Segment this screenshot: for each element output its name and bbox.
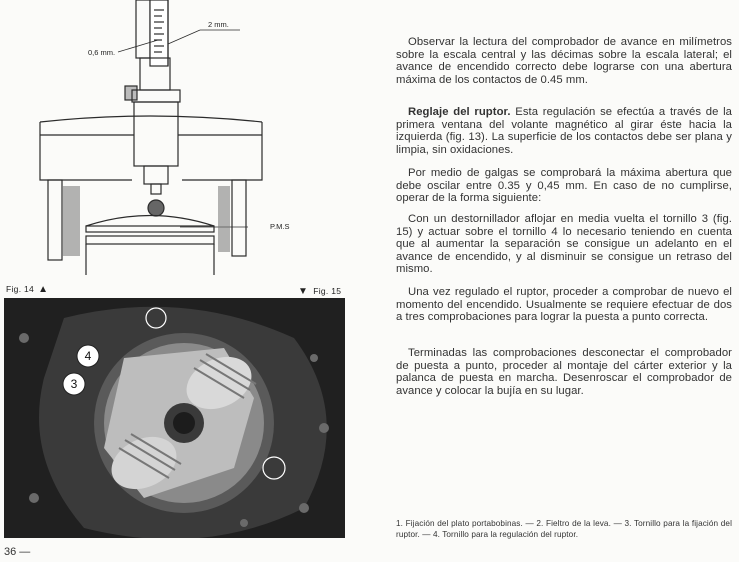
micrometer-label-left: 0,6 mm. <box>88 48 116 57</box>
triangle-up-icon: ▲ <box>38 284 49 295</box>
page-number: 36 — <box>4 546 31 558</box>
figure-14-caption-text: Fig. 14 <box>6 284 35 294</box>
paragraph-6: Terminadas las comprobaciones desconectar el comprobador de puesta a punto, proceder al montaje del cárter exterior y la palanca de puesta en marcha. Desenroscar el comprobador de avance y colocar la bujía en su lugar. <box>396 347 732 397</box>
paragraph-5: Una vez regulado el ruptor, proceder a comprobar de nuevo el momento del encendido. Usualmente se requiere efectuar de dos a tres comprobaciones para lograr la puesta a punto correcta. <box>396 286 732 324</box>
paragraph-1: Observar la lectura del comprobador de avance en milímetros sobre la escala central y las décimas sobre la escala lateral; el avance de encendido correcto debe lograrse con una abertura máxima de los contactos de 0.45 mm. <box>396 36 732 86</box>
figure-15-photo <box>4 298 345 538</box>
figure-15-caption-text: Fig. 15 <box>313 286 342 296</box>
paragraph-2-text: Esta regulación se efectúa a través de la primera ventana del volante magnético al girar éste hacia la izquierda (fig. 13). La superficie de los contactos debe ser plana y limpia, sin oxidaciones. <box>396 106 732 156</box>
triangle-down-icon: ▼ <box>298 286 309 297</box>
figure-14-drawing <box>0 0 365 285</box>
paragraph-2 <box>396 106 732 156</box>
callout-3: 3 <box>70 377 78 391</box>
figure-14-caption <box>6 284 48 295</box>
figure-15-caption <box>298 286 341 297</box>
paragraph-4: Con un destornillador aflojar en media vuelta el tornillo 3 (fig. 15) y actuar sobre el tornillo 4 lo necesario teniendo en cuenta que al aumentar la separación se consigue un adelanto en el avance de encendido, y al disminuir se consigue un retraso del mismo. <box>396 213 732 276</box>
micrometer-label-right: 2 mm. <box>208 20 229 29</box>
figure-legend: 1. Fijación del plato portabobinas. — 2. Fieltro de la leva. — 3. Tornillo para la fijación del ruptor. — 4. Tornillo para la regulación del ruptor. <box>396 519 732 539</box>
paragraph-3: Por medio de galgas se comprobará la máxima abertura que debe oscilar entre 0.35 y 0,45 mm. En caso de no cumplirse, operar de la forma siguiente: <box>396 167 732 205</box>
callout-4: 4 <box>84 349 92 363</box>
pms-label: P.M.S <box>270 222 290 231</box>
paragraph-2-title: Reglaje del ruptor. <box>408 106 511 118</box>
